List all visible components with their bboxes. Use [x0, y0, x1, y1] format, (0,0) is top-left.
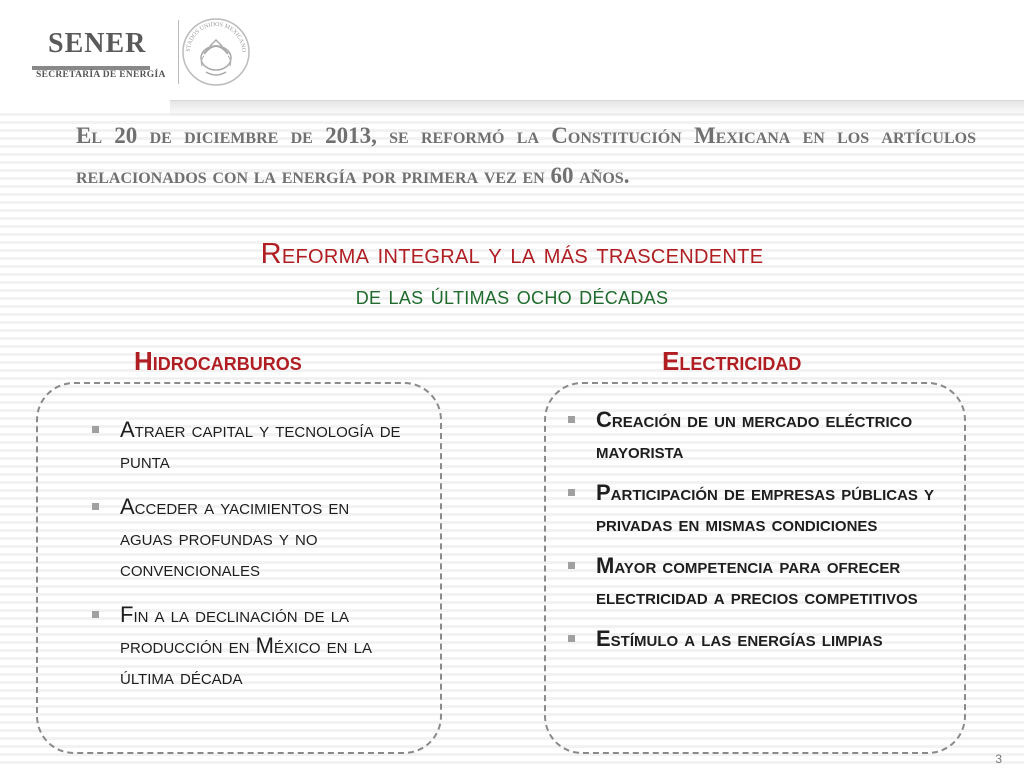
- header-shadow: [170, 100, 1024, 117]
- electricidad-title: Electricidad: [662, 346, 802, 376]
- headline-line2: de las últimas ocho décadas: [355, 282, 669, 310]
- bullet-icon: [568, 635, 575, 642]
- list-item-text: Estímulo a las energías limpias: [596, 626, 883, 651]
- list-item: [82, 414, 402, 476]
- hidrocarburos-list: [82, 414, 402, 707]
- bullet-icon: [92, 611, 99, 618]
- logo-divider: [178, 20, 179, 84]
- svg-text:ESTADOS UNIDOS MEXICANOS: STADOS UNIDOS MEXICANO: [185, 21, 247, 53]
- mexico-seal-icon: [180, 16, 252, 88]
- list-item: [82, 491, 402, 584]
- list-item: [558, 623, 938, 654]
- list-item-text: Participación de empresas públicas y privadas en mismas condiciones: [596, 480, 935, 536]
- electricidad-list: [558, 404, 938, 665]
- bullet-icon: [568, 562, 575, 569]
- bullet-icon: [92, 426, 99, 433]
- list-item-text: Atraer capital y tecnología de punta: [120, 417, 401, 473]
- list-item-text: Creación de un mercado eléctrico mayorista: [596, 407, 913, 463]
- logo-name: SENER: [48, 28, 147, 59]
- list-item: [82, 599, 402, 692]
- page-number: 3: [995, 752, 1002, 766]
- bullet-icon: [568, 489, 575, 496]
- intro-text: El 20 de diciembre de 2013, se reformó la Constitución Mexicana en los artículos relacionados con la energía por primera vez en 60 años.: [76, 123, 976, 188]
- list-item: [558, 404, 938, 466]
- list-item: [558, 550, 938, 612]
- hidrocarburos-title: Hidrocarburos: [134, 346, 302, 376]
- list-item-text: Mayor competencia para ofrecer electricidad a precios competitivos: [596, 553, 918, 609]
- list-item-text: Fin a la declinación de la producción en México en la última década: [120, 602, 372, 689]
- logo-subtitle: SECRETARÍA DE ENERGÍA: [36, 70, 166, 80]
- bullet-icon: [92, 503, 99, 510]
- list-item-text: Acceder a yacimientos en aguas profundas y no convencionales: [120, 494, 350, 581]
- bullet-icon: [568, 416, 575, 423]
- headline-line1: Reforma integral y la más trascendente: [260, 238, 764, 270]
- list-item: [558, 477, 938, 539]
